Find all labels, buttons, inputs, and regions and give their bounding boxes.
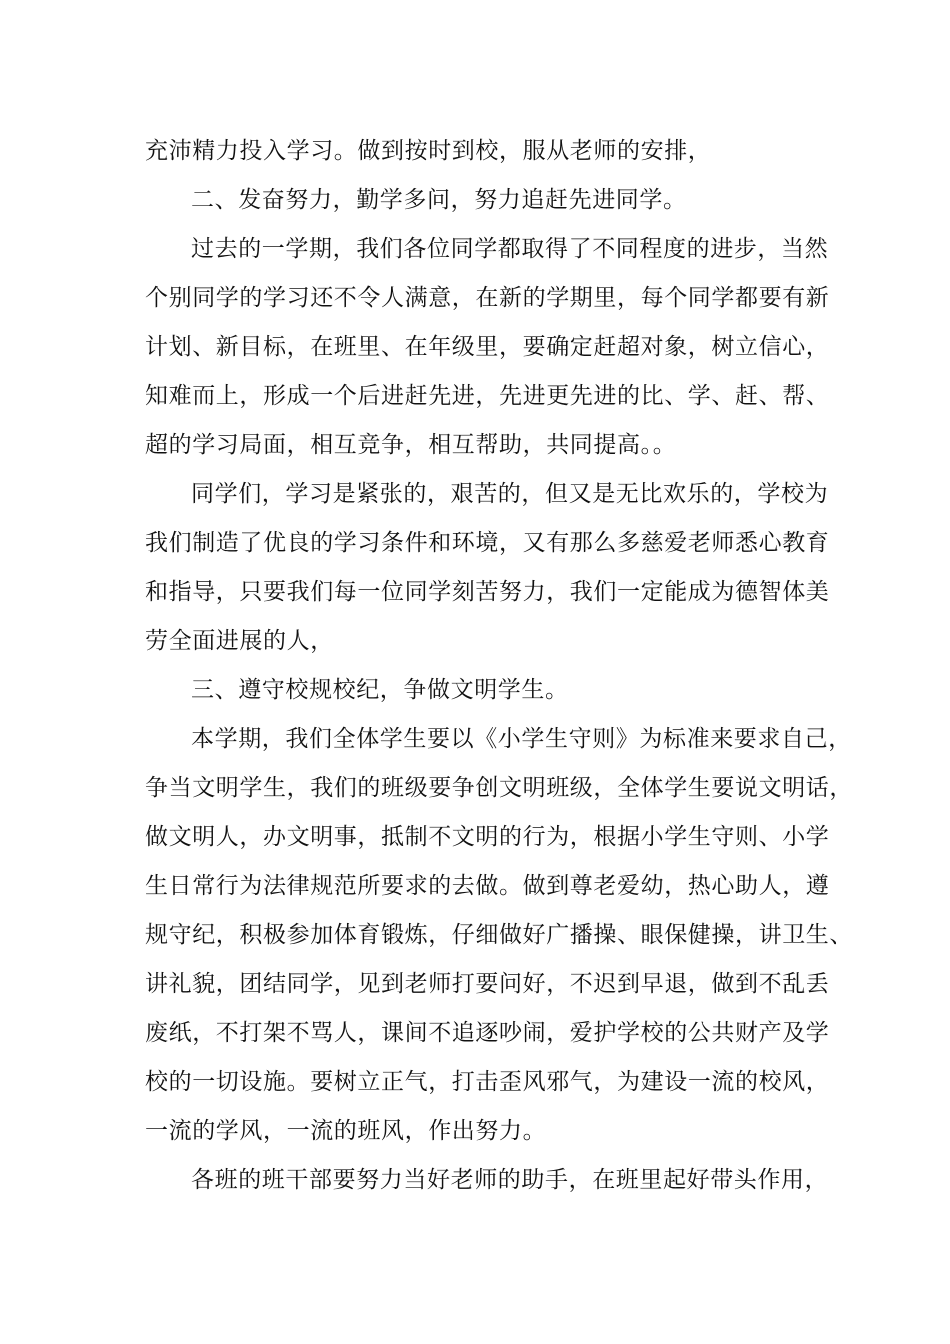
text-line: 同学们，学习是紧张的，艰苦的，但又是无比欢乐的，学校为	[191, 481, 829, 507]
text-line: 一流的学风，一流的班风，作出努力。	[145, 1118, 547, 1144]
text-line: 本学期，我们全体学生要以《小学生守则》为标准来要求自己，	[191, 726, 852, 752]
text-line: 做文明人，办文明事，抵制不文明的行为，根据小学生守则、小学	[145, 824, 830, 850]
text-line: 计划、新目标，在班里、在年级里，要确定赶超对象，树立信心，	[145, 334, 830, 360]
text-line: 和指导，只要我们每一位同学刻苦努力，我们一定能成为德智体美	[145, 579, 830, 605]
text-line: 废纸，不打架不骂人，课间不追逐吵闹，爱护学校的公共财产及学	[145, 1020, 830, 1046]
text-line: 生日常行为法律规范所要求的去做。做到尊老爱幼，热心助人，遵	[145, 873, 830, 899]
text-line: 争当文明学生，我们的班级要争创文明班级，全体学生要说文明话，	[145, 775, 853, 801]
text-line: 过去的一学期，我们各位同学都取得了不同程度的进步，当然	[191, 236, 829, 262]
text-line: 个别同学的学习还不令人满意，在新的学期里，每个同学都要有新	[145, 285, 830, 311]
text-line: 讲礼貌，团结同学，见到老师打要问好，不迟到早退，做到不乱丢	[145, 971, 830, 997]
text-line: 超的学习局面，相互竞争，相互帮助，共同提高。。	[145, 432, 677, 458]
text-line: 知难而上，形成一个后进赶先进，先进更先进的比、学、赶、帮、	[145, 383, 830, 409]
text-line: 我们制造了优良的学习条件和环境，又有那么多慈爱老师悉心教育	[145, 530, 830, 556]
section-heading: 三、遵守校规校纪，争做文明学生。	[191, 677, 569, 703]
text-line: 各班的班干部要努力当好老师的助手，在班里起好带头作用，	[191, 1167, 829, 1193]
text-line: 规守纪，积极参加体育锻炼，仔细做好广播操、眼保健操，讲卫生、	[145, 922, 853, 948]
text-line: 劳全面进展的人，	[145, 628, 334, 654]
section-heading: 二、发奋努力，勤学多问，努力追赶先进同学。	[191, 187, 687, 213]
text-line: 充沛精力投入学习。做到按时到校，服从老师的安排，	[145, 138, 712, 164]
text-line: 校的一切设施。要树立正气，打击歪风邪气，为建设一流的校风，	[145, 1069, 830, 1095]
